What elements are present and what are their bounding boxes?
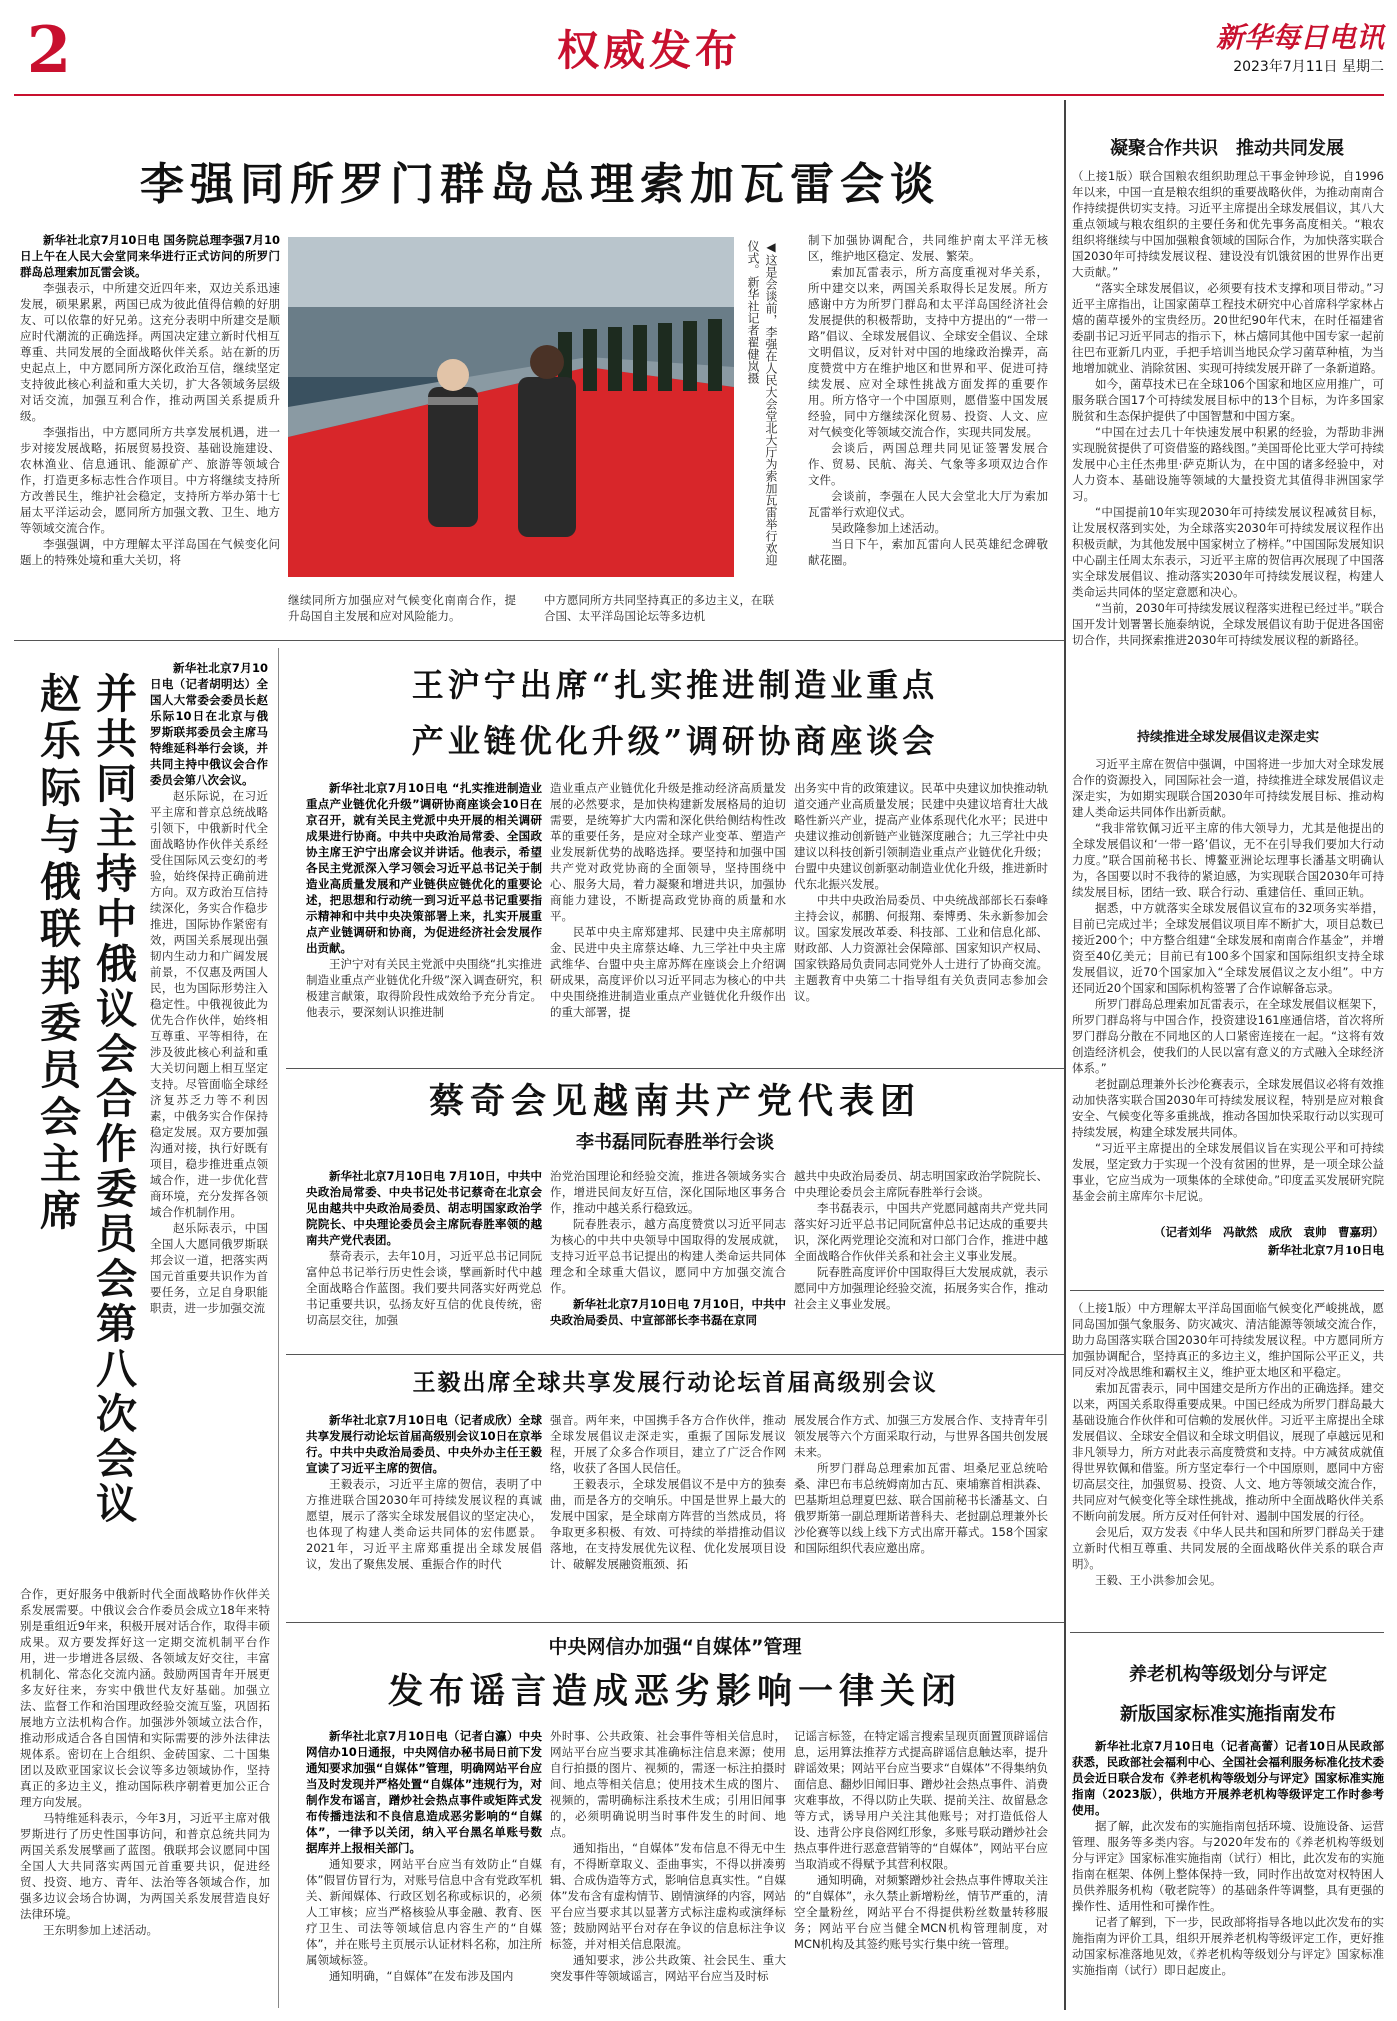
article-wang-huning-col2: 造业重点产业链优化升级是推动经济高质量发展的必然要求，是加快构建新发展格局的迫切需要，是统筹扩大内需和深化供给侧结构性改革的重要任务，是应对全球产业变革、塑造产业发展新优势的战略选择。要坚持和加强中国共产党对政党协商的全面领导，坚持围绕中心、服务大局，着力凝聚和增进共识，加强协商能力建设，不断提高政党协商的质量和水平。 民革中央主席郑建邦、民建中央主席郝明金、民进中央主席蔡达峰、九三学社中央主席武维华、台盟中央主席苏辉在座谈会上介绍调研成果，高度评价以习近平同志为核心的中共中央围绕推进制造业重点产业链优化升级作出的重大部署，提: [550, 781, 786, 1019]
byline-reporters: （记者刘华 冯歆然 成欣 袁帅 曹嘉玥）: [1154, 1225, 1384, 1239]
article-we-media-col1: 新华社北京7月10日电（记者白瀛）中央网信办10日通报，中央网信办秘书局日前下发通知要求加强“自媒体”管理，明确网站平台应当及时发现并严格处置“自媒体”违规行为，对制作发布谣言，蹭炒社会热点事件或矩阵式发布传播违法和不良信息造成恶劣影响的“自媒体”，一律予以关闭，纳入平台黑名单账号数据库并上报相关部门。 通知要求，网站平台应当有效防止“自媒体”假冒仿冒行为，对账号信息中含有党政军机关、新闻媒体、行政区划名称或标识的，必须人工审核；应当严格核验从事金融、教育、医疗卫生、司法等领域信息内容生产的“自媒体”，并在账号主页展示认证材料名称，加注所属领域标签。 通知明确，“自媒体”在发布涉及国内: [306, 1729, 542, 1983]
headline-consensus: 凝聚合作共识 推动共同发展: [1110, 138, 1344, 159]
article-cai-qi-col3: 越共中央政治局委员、胡志明国家政治学院院长、中央理论委员会主席阮春胜举行会谈。 李书磊表示，中国共产党愿同越南共产党共同落实好习近平总书记同阮富仲总书记达成的重要共识，深化两党理论交流和对口部门合作，推进中越全面战略合作伙伴关系和社会主义事业发展。 阮春胜高度评价中国取得巨大发展成就，表示愿同中方加强理论经验交流，拓展务实合作，推动社会主义事业发展。: [794, 1169, 1048, 1311]
article-wang-yi-col2: 强音。两年来，中国携手各方合作伙伴，推动全球发展倡议走深走实，重振了国际发展议程，开展了众多合作项目，建立了广泛合作网络，收获了各国人民信任。 王毅表示，全球发展倡议不是中方的独奏曲，而是各方的交响乐。中国是世界上最大的发展中国家，是全球南方阵营的当然成员，将争取更多积极、有效、可持续的举措推动倡议落地，在支持发展优先议程、优化发展项目设计、破解发展融资瓶颈、拓: [550, 1413, 786, 1571]
page-number: 2: [26, 13, 72, 88]
issue-date: 2023年7月11日 星期二: [1233, 59, 1384, 75]
headline-zhao-leji-line1: 赵乐际与俄联邦委员会主席: [33, 672, 81, 1236]
masthead: [14, 14, 1384, 92]
headline-li-qiang: 李强同所罗门群岛总理索加瓦雷会谈: [140, 159, 940, 210]
article-li-qiang-col1: 新华社北京7月10日电 国务院总理李强7月10日上午在人民大会堂同来华进行正式访问的所罗门群岛总理索加瓦雷会谈。 李强表示，中所建交近四年来，双边关系迅速发展，硕果累累，两国已成为彼此值得信赖的好朋友、可以依靠的好兄弟。这充分表明中所建交是顺应时代潮流的正确选择。两国决定建立新时代相互尊重、共同发展的全面战略伙伴关系。站在新的历史起点上，中方愿同所方深化政治互信，继续坚定支持彼此核心利益和重大关切，扩大各领域务层级对话交流，加强互利合作，推动两国关系提质升级。 李强指出，中方愿同所方共享发展机遇，进一步对接发展战略，拓展贸易投资、基础设施建设、农林渔业、信息通讯、能源矿产、旅游等领域合作，打造更多标志性合作项目。中方将继续支持所方改善民生，维护社会稳定，支持所方举办第十七届太平洋运动会，愿同所方加强文教、卫生、地方等领域交流合作。 李强强调，中方理解太平洋岛国在气候变化问题上的特殊处境和重大关切，将: [20, 233, 280, 567]
kicker-cac: 中央网信办加强“自媒体”管理: [548, 1636, 802, 1658]
article-elderly-care: 新华社北京7月10日电（记者高蕾）记者10日从民政部获悉，民政部社会福利中心、全国社会福利服务标准化技术委员会近日联合发布《养老机构等级划分与评定》国家标准实施指南（2023版），供地方开展养老机构等级评定工作时参考使用。 据了解，此次发布的实施指南包括环境、设施设备、运营管理、服务等多类内容。与2020年发布的《养老机构等级划分与评定》国家标准实施指南（试行）相比，此次发布的实施指南在框架、体例上整体保持一致，同时作出故宽对权特困人员供养服务机构（敬老院等）的基础条件等调整，具有更强的操作性、适用性和可操作性。 记者了解到，下一步，民政部将指导各地以此次发布的实施指南为评价工具，组织开展养老机构等级评定工作，更好推动国家标准落地见效，《养老机构等级划分与评定》国家标准实施指南（试行）即日起废止。: [1072, 1739, 1384, 1977]
article-li-qiang-col4: 制下加强协调配合，共同维护南太平洋无核区，维护地区稳定、发展、繁荣。 索加瓦雷表示，所方高度重视对华关系，所中建交以来，两国关系取得长足发展。所方感谢中方为所罗门群岛和太平洋岛国经济社会发展提供的积极帮助，支持中方提出的“一带一路”倡议、全球发展倡议、全球安全倡议、全球文明倡议，反对针对中国的地缘政治操弄，高度赞赏中方在维护地区和世界和平、促进可持续发展、应对全球性挑战方面发挥的重要作用。所方恪守一个中国原则，愿借鉴中国发展经验，同中方继续深化贸易、投资、人文、应对气候变化等领域交流合作，实现共同发展。 会谈后，两国总理共同见证签署发展合作、贸易、民航、海关、气象等多项双边合作文件。 会谈前，李强在人民大会堂北大厅为索加瓦雷举行欢迎仪式。 吴政隆参加上述活动。 当日下午，索加瓦雷向人民英雄纪念碑敬献花圈。: [808, 233, 1048, 567]
section-title: 权威发布: [556, 26, 741, 75]
section-heading-gdi: 持续推进全球发展倡议走深走实: [1136, 730, 1319, 745]
headline-wang-yi: 王毅出席全球共享发展行动论坛首届高级别会议: [412, 1369, 938, 1396]
article-zhao-leji-top: 新华社北京7月10日电（记者胡明达）全国人大常委会委员长赵乐际10日在北京与俄罗斯联邦委员会主席马特维延科举行会谈，并共同主持中俄议会合作委员会第八次会议。 赵乐际说，在习近平主席和普京总统战略引领下，中俄新时代全面战略协作伙伴关系经受住国际风云变幻的考验，始终保持正确前进方向。双方政治互信持续深化，务实合作稳步推进，国际协作紧密有效，两国关系展现出强韧内生动力和广阔发展前景，不仅惠及两国人民，也为国际形势注入稳定性。中俄视彼此为优先合作伙伴，始终相互尊重、平等相待，在涉及彼此核心利益和重大关切问题上相互坚定支持。尽管面临全球经济复苏乏力等不利因素，中俄务实合作保持稳定发展。双方要加强沟通对接，执行好既有项目，稳步推进重点领域合作，进一步优化营商环境，充分发挥各领域合作机制作用。 赵乐际表示，中国全国人大愿同俄罗斯联邦会议一道，把落实两国元首重要共识作为首要任务，立足自身职能职责，进一步加强交流: [150, 661, 268, 1315]
headline-cai-qi: 蔡奇会见越南共产党代表团: [428, 1081, 921, 1122]
article-li-qiang-col3: 中方愿同所方共同坚持真正的多边主义，在联合国、太平洋岛国论坛等多边机: [544, 593, 774, 623]
article-we-media-col2: 外时事、公共政策、社会事件等相关信息时，网站平台应当要求其准确标注信息来源；使用自行拍摄的图片、视频的，需逐一标注拍摄时间、地点等相关信息；使用技术生成的图片、视频的，需明确标注系技术生成；引用旧闻事的，必须明确说明当时事件发生的时间、地点。 通知指出，“自媒体”发布信息不得无中生有，不得断章取义、歪曲事实，不得以拼凑剪辑、合成伪造等方式，影响信息真实性。“自媒体”发布含有虚构情节、剧情演绎的内容，网站平台应当要求其以显著方式标注虚构或演绎标签；鼓励网站平台对存在争议的信息标注争议标签，并对相关信息限流。 通知要求，涉公共政策、社会民生、重大突发事件等领域谣言，网站平台应当及时标: [550, 1729, 786, 1983]
dateline: 新华社北京7月10日电: [1267, 1243, 1384, 1257]
ceremony-illustration: [288, 237, 734, 577]
subheadline-li-shulei: 李书磊同阮春胜举行会谈: [576, 1132, 774, 1153]
article-wang-huning-col3: 出务实中肯的政策建议。民革中央建议加快推动轨道交通产业高质量发展；民建中央建议培育壮大战略性新兴产业，提高产业体系现代化水平；民进中央建议推动创新链产业链深度融合；九三学社中央建议以科技创新引领制造业重点产业链优化升级；台盟中央建议创新驱动制造业优化升级，推进新时代东北振兴发展。 中共中央政治局委员、中央统战部部长石泰峰主持会议，郝鹏、何报翔、秦博勇、朱永新参加会议。国家发展改革委、科技部、工业和信息化部、财政部、人力资源社会保障部、国家知识产权局、国家铁路局负责同志同党外人士进行了协商交流。主题教育中央第二十指导组有关负责同志参加会议。: [794, 781, 1048, 1003]
article-wang-yi-col1: 新华社北京7月10日电（记者成欣）全球共享发展行动论坛首届高级别会议10日在京举行。中共中央政治局委员、中央外办主任王毅宣读了习近平主席的贺信。 王毅表示，习近平主席的贺信，表明了中方推进联合国2030年可持续发展议程的真诚愿望，展示了落实全球发展倡议的坚定决心，也体现了构建人类命运共同体的宏伟愿景。2021年，习近平主席郑重提出全球发展倡议，发出了聚焦发展、重振合作的时代: [306, 1413, 542, 1571]
article-cai-qi-col1: 新华社北京7月10日电 7月10日，中共中央政治局常委、中央书记处书记蔡奇在北京会见由越共中央政治局委员、胡志明国家政治学院院长、中央理论委员会主席阮春胜率领的越南共产党代表团。 蔡奇表示，去年10月，习近平总书记同阮富仲总书记举行历史性会谈，擘画新时代中越全面战略合作蓝图。我们要共同落实好两党总书记重要共识，弘扬友好互信的优良传统，密切高层交往，加强: [306, 1169, 542, 1327]
article-consensus-col2: 习近平主席在贺信中强调，中国将进一步加大对全球发展合作的资源投入，同国际社会一道，持续推进全球发展倡议走深走实，为如期实现联合国2030年可持续发展目标、推动构建人类命运共同体作出新贡献。 “我非常钦佩习近平主席的伟大领导力，尤其是他提出的全球发展倡议和‘一带一路’倡议，无不在引导我们要加大行动力度。”联合国前秘书长、博鳌亚洲论坛理事长潘基文明确认为，各国要以时不我待的紧迫感，为实现联合国2030年可持续发展目标，团结一致、联合行动、重建信任、重回正轨。 据悉，中方就落实全球发展倡议宣布的32项务实举措，目前已完成过半；全球发展倡议项目库不断扩大，项目总数已接近200个；中方整合组建“全球发展和南南合作基金”，并增资至40亿美元；目前已有100多个国家和国际组织支持全球发展倡议，近70个国家加入“全球发展倡议之友小组”。中方还同近20个国家和国际机构签署了合作谅解备忘录。 所罗门群岛总理索加瓦雷表示，在全球发展倡议框架下，所罗门群岛将与中国合作，投资建设161座通信塔，首次将所罗门群岛分散在不同地区的人口紧密连接在一起。“这将有效创造经济机会，使我们的人民以富有意义的方式融入全球经济体系。” 老挝副总理兼外长沙伦赛表示，全球发展倡议必将有效推动加快落实联合国2030年可持续发展议程，特别是应对粮食安全、气候变化等多重挑战，推动各国加快采取行动以实现可持续发展，构建全球发展共同体。 “习近平主席提出的全球发展倡议旨在实现公平和可持续发展，坚定致力于实现一个没有贫困的世界，是一项全球公益事业，它应当成为一项集体的全球使命。”印度孟买发展研究院基金会前主席库尔卡尼说。: [1072, 757, 1384, 1203]
article-zhao-leji-bottom: 合作，更好服务中俄新时代全面战略协作伙伴关系发展需要。中俄议会合作委员会成立18年来特别是重组近9年来，积极开展对话合作，取得丰硕成果。双方要发挥好这一定期交流机制平台作用，进一步增进各层级、各领域友好交往，丰富机制化、常态化交流内涵。鼓励两国青年开展更多友好往来，夯实中俄世代友好基础。加强立法、监督工作和治国理政经验交流互鉴，巩固拓展地方立法机构合作。加强涉外领域立法合作，推动形成适合各自国情和实际需要的涉外法律法规体系。密切在上合组织、金砖国家、二十国集团以及欧亚国家议长会议等多边领域协作，坚持真正的多边主义，推动国际秩序朝着更加公正合理方向发展。 马特维延科表示，今年3月，习近平主席对俄罗斯进行了历史性国事访问，和普京总统共同为两国关系发展擘画了蓝图。俄联邦会议愿同中国全国人大共同落实两国元首重要共识，促进经贸、投资、地方、青年、法治等各领域合作，加强多边议会场合协调，为两国关系发展营造良好法律环境。 王东明参加上述活动。: [20, 1587, 270, 1937]
article-wang-yi-col3: 展发展合作方式、加强三方发展合作、支持青年引领发展等六个方面采取行动，与世界各国共创发展未来。 所罗门群岛总理索加瓦雷、坦桑尼亚总统哈桑、津巴布韦总统姆南加古瓦、柬埔寨首相洪森、巴基斯坦总理夏巴兹、联合国前秘书长潘基文、白俄罗斯第一副总理斯诺普科夫、老挝副总理兼外长沙伦赛等以线上线下方式出席开幕式。158个国家和国际组织代表应邀出席。: [794, 1413, 1048, 1555]
article-we-media-col3: 记谣言标签，在特定谣言搜索呈现页面置顶辟谣信息，运用算法推荐方式提高辟谣信息触达率，提升辟谣效果；网站平台应当要求“自媒体”不得集纳负面信息、翻炒旧闻旧事、蹭炒社会热点事件、消费灾难事故，不得以防止失联、提前关注、故留悬念等方式，诱导用户关注其他账号；对打造低俗人设、违背公序良俗网红形象，多账号联动蹭炒社会热点事件进行恶意营销等的“自媒体”，网站平台应当取消或不得赋予其营利权限。 通知明确，对频繁蹭炒社会热点事件博取关注的“自媒体”，永久禁止新增粉丝，情节严重的，清空全量粉丝，网站平台不得提供粉丝数量转移服务；网站平台应当健全MCN机构管理制度，对MCN机构及其签约账号实行集中统一管理。: [794, 1729, 1048, 1951]
article-cai-qi-col2: 治党治国理论和经验交流，推进各领域务实合作，增进民间友好互信，深化国际地区事务合作，推动中越关系行稳致远。 阮春胜表示，越方高度赞赏以习近平同志为核心的中共中央领导中国取得的发展成就，支持习近平总书记提出的构建人类命运共同体理念和全球重大倡议，愿同中方加强交流合作。 新华社北京7月10日电 7月10日，中共中央政治局委员、中宣部部长李书磊在京同: [550, 1169, 786, 1327]
article-li-qiang-col2: 继续同所方加强应对气候变化南南合作，提升岛国自主发展和应对风险能力。: [288, 593, 516, 623]
headline-wang-huning-1: 王沪宁出席“扎实推进制造业重点: [411, 666, 939, 704]
article-consensus-col1: （上接1版）联合国粮农组织助理总干事金钟珍说，自1996年以来，中国一直是粮农组织的重要战略伙伴，为推动南南合作持续提供切实支持。习近平主席提出全球发展倡议，其八大重点领域与粮农组织的主要任务和优先事务高度相关。“粮农组织将继续与中国加强粮食领域的国际合作，为加快落实联合国2030年可持续发展议程、建设没有饥饿贫困的世界作出更大贡献。” “落实全球发展倡议，必须要有技术支撑和项目带动。”习近平主席指出，让国家菌草工程技术研究中心首席科学家林占熺的菌草援外的宝贵经历。20世纪90年代末，在时任福建省委副书记习近平同志的指示下，林占熺同其他中国专家一起前往巴布亚新几内亚，手把手培训当地民众学习菌草种植，为当地增加就业、消除贫困、实现可持续发展开辟了一条新道路。 如今，菌草技术已在全球106个国家和地区应用推广，可服务联合国17个可持续发展目标中的13个目标，为许多国家脱贫和生态保护提供了中国智慧和中国方案。 “中国在过去几十年快速发展中积累的经验，为帮助非洲实现脱贫提供了可资借鉴的路线图。”美国哥伦比亚大学可持续发展中心主任杰弗里·萨克斯认为，在中国的诸多经验中，对人力资本、基础设施等领域的大量投资尤其值得非洲国家学习。 “中国提前10年实现2030年可持续发展议程减贫目标，让发展权落到实处，为全球落实2030年可持续发展议程作出积极贡献，为其他发展中国家树立了榜样。”中国国际发展知识中心副主任周太东表示，习近平主席的贺信再次展现了中国落实全球发展倡议、推动落实2030年可持续发展议程，构建人类命运共同体的坚定意愿和决心。 “当前，2030年可持续发展议程落实进程已经过半。”联合国开发计划署署长施泰纳说，全球发展倡议有助于促进各国密切合作，共同探索推进2030年可持续发展议程的新路径。: [1072, 169, 1384, 647]
headline-zhao-leji-line2: 并共同主持中俄议会合作委员会第八次会议: [89, 672, 137, 1527]
headline-elderly-care-1: 养老机构等级划分与评定: [1129, 1664, 1327, 1685]
headline-rumor-accounts: 发布谣言造成恶劣影响一律关闭: [387, 1671, 962, 1712]
photo-caption: ◀这是会谈前，李强在人民大会堂北大厅为索加瓦雷举行欢迎仪式。新华社记者翟健岚摄: [746, 240, 778, 566]
article-sogavare-meeting: （上接1版）中方理解太平洋岛国面临气候变化严峻挑战，愿同岛国加强气象服务、防灾减灾、清洁能源等领域交流合作，助力岛国落实联合国2030年可持续发展议程。中方愿同所方加强协调配合，坚持真正的多边主义，维护国际公平正义，共同反对冷战思维和霸权主义，维护亚太地区和平稳定。 索加瓦雷表示，同中国建交是所方作出的正确选择。建交以来，两国关系取得重要成果。中国已经成为所罗门群岛最大基础设施合作伙伴和可信赖的发展伙伴。习近平主席提出全球发展倡议、全球安全倡议和全球文明倡议，展现了卓越远见和非凡领导力，所方对此表示高度赞赏和支持。中方减贫成就值得世界钦佩和借鉴。所方坚定奉行一个中国原则，愿同中方密切高层交往，加强贸易、投资、人文、地方等领域交流合作，共同应对气候变化等全球性挑战，推动所中全面战略伙伴关系不断向前发展。所方反对任何针对、遏制中国发展的行径。 会见后，双方发表《中华人民共和国和所罗门群岛关于建立新时代相互尊重、共同发展的全面战略伙伴关系的联合声明》。 王毅、王小洪参加会见。: [1072, 1301, 1384, 1587]
photo-welcome-ceremony: [288, 237, 734, 577]
headline-wang-huning-2: 产业链优化升级”调研协商座谈会: [411, 722, 939, 760]
article-wang-huning-col1: 新华社北京7月10日电 “扎实推进制造业重点产业链优化升级”调研协商座谈会10日在京召开，就有关民主党派中央开展的相关调研成果进行协商。中共中央政治局常委、全国政协主席王沪宁出席会议并讲话。他表示，希望各民主党派深入学习领会习近平总书记关于制造业高质量发展和产业链供应链优化的重要论述，把思想和行动统一到习近平总书记重要指示精神和中共中央决策部署上来，扎实开展重点产业链调研和协商，为促进经济社会发展作出贡献。 王沪宁对有关民主党派中央围绕“扎实推进制造业重点产业链优化升级”深入调查研究，积极建言献策，取得阶段性成效给予充分肯定。他表示，要深刻认识推进制: [306, 781, 542, 1019]
paper-name: 新华每日电讯: [1215, 21, 1384, 54]
headline-elderly-care-2: 新版国家标准实施指南发布: [1120, 1704, 1336, 1725]
